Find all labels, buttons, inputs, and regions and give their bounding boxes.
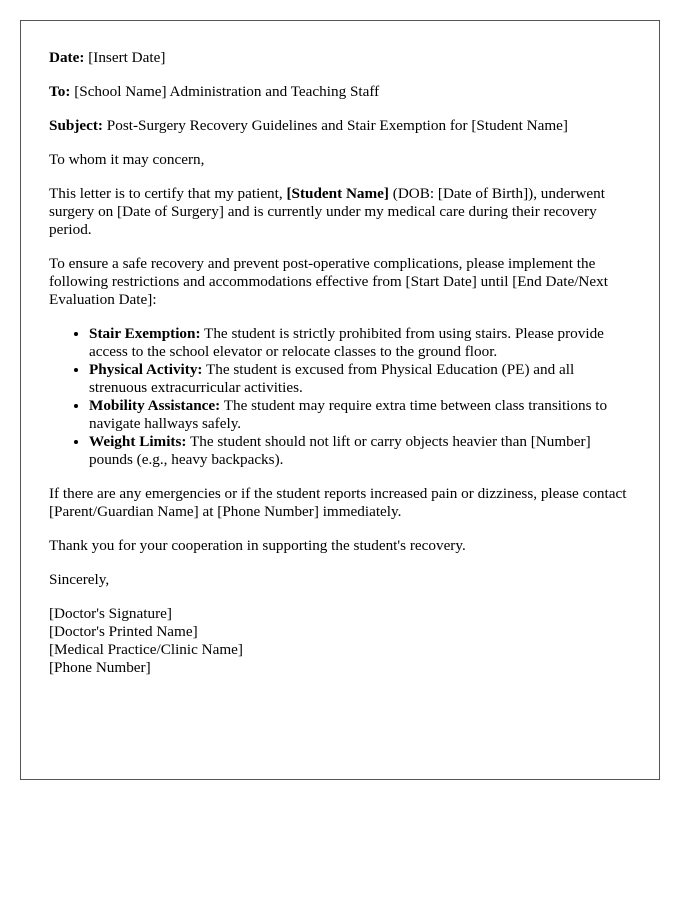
restriction-text: The student is strictly prohibited from using stairs. Please provide access to the school elevator or relocate classes to the ground floor. <box>89 325 604 360</box>
restriction-title: Mobility Assistance: <box>89 397 221 414</box>
to-value: [School Name] Administration and Teaching Staff <box>70 83 380 100</box>
subject-label: Subject: <box>49 117 103 134</box>
intro-student-name: [Student Name] <box>286 185 389 202</box>
restriction-item <box>89 433 631 469</box>
restriction-title: Stair Exemption: <box>89 325 201 342</box>
thanks-paragraph: Thank you for your cooperation in supporting the student's recovery. <box>49 537 466 554</box>
to-label: To: <box>49 83 71 100</box>
letter-page <box>20 20 660 780</box>
phone-number: [Phone Number] <box>49 659 151 676</box>
intro-part1: This letter is to certify that my patient, <box>49 185 287 202</box>
restriction-text: The student should not lift or carry objects heavier than [Number] pounds (e.g., heavy backpacks). <box>89 433 591 468</box>
date-label: Date: <box>49 49 85 66</box>
salutation: To whom it may concern, <box>49 151 205 168</box>
printed-name: [Doctor's Printed Name] <box>49 623 198 640</box>
restriction-item <box>89 325 631 361</box>
subject-line <box>49 117 631 135</box>
restriction-item <box>89 361 631 397</box>
restriction-text: The student is excused from Physical Education (PE) and all strenuous extracurricular activities. <box>89 361 575 396</box>
restriction-title: Physical Activity: <box>89 361 203 378</box>
closing: Sincerely, <box>49 571 110 588</box>
date-value: [Insert Date] <box>84 49 166 66</box>
restriction-item <box>89 397 631 433</box>
emergency-paragraph: If there are any emergencies or if the student reports increased pain or dizziness, please contact [Parent/Guardian Name] at [Phone Number] immediately. <box>49 485 627 520</box>
restriction-text: The student may require extra time between class transitions to navigate hallways safely. <box>89 397 608 432</box>
signature-block <box>49 605 631 677</box>
practice-name: [Medical Practice/Clinic Name] <box>49 641 243 658</box>
restriction-title: Weight Limits: <box>89 433 187 450</box>
instructions-paragraph: To ensure a safe recovery and prevent post-operative complications, please implement the following restrictions and accommodations effective from [Start Date] until [End Date/Next Evaluation Date]: <box>49 255 608 308</box>
to-line <box>49 83 631 101</box>
restrictions-list <box>49 325 631 469</box>
intro-paragraph <box>49 185 631 239</box>
date-line <box>49 49 631 67</box>
intro-part2: (DOB: [Date of Birth]), underwent surgery on [Date of Surgery] and is currently under my medical care during their recovery period. <box>49 185 605 238</box>
subject-value: Post-Surgery Recovery Guidelines and Stair Exemption for [Student Name] <box>103 117 568 134</box>
signature-placeholder: [Doctor's Signature] <box>49 605 172 622</box>
